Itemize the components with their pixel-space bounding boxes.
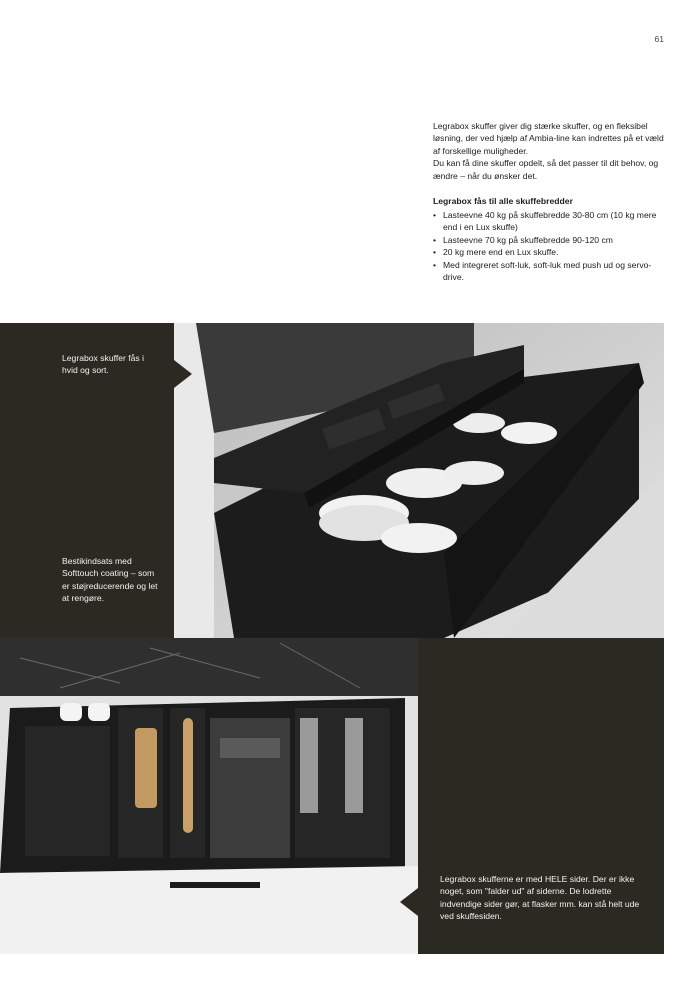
caption-pointer-right xyxy=(400,888,418,916)
organised-drawer-photo xyxy=(0,638,418,954)
page-number: 61 xyxy=(654,34,664,44)
intro-text-block xyxy=(433,120,665,283)
caption-colors: Legrabox skuffer fås i hvid og sort. xyxy=(62,353,145,376)
caption-pointer-left xyxy=(174,360,192,388)
intro-heading: Legrabox fås til alle skuffebredder xyxy=(433,196,573,207)
feature-list xyxy=(433,209,665,283)
intro-paragraph-1: Legrabox skuffer giver dig stærke skuffer, og en fleksibel løsning, der ved hjælp af Ambia-line kan indrettes på et væld af forskellige muligheder. xyxy=(433,121,664,156)
feature-item: • Lasteevne 40 kg på skuffebredde 30-80 cm (10 kg mere end i en Lux skuffe) xyxy=(433,209,665,234)
feature-item: • Med integreret soft-luk, soft-luk med push ud og servo-drive. xyxy=(433,259,665,284)
caption-cutlery-insert: Bestikindsats med Softtouch coating – som er støjreducerende og let at rengøre. xyxy=(62,556,158,604)
feature-item: • Lasteevne 70 kg på skuffebredde 90-120 cm xyxy=(433,234,665,246)
feature-item: • 20 kg mere end en Lux skuffe. xyxy=(433,246,665,258)
drawer-plates-photo xyxy=(174,323,664,638)
intro-paragraph-2: Du kan få dine skuffer opdelt, så det passer til dit behov, og ændre – når du ønsker det. xyxy=(433,158,659,181)
caption-full-sides: Legrabox skufferne er med HELE sider. Der er ikke noget, som "falder ud" af siderne. De lodrette indvendige sider gør, at flasker mm. kan stå helt ude ved skuffesiden. xyxy=(440,874,640,922)
